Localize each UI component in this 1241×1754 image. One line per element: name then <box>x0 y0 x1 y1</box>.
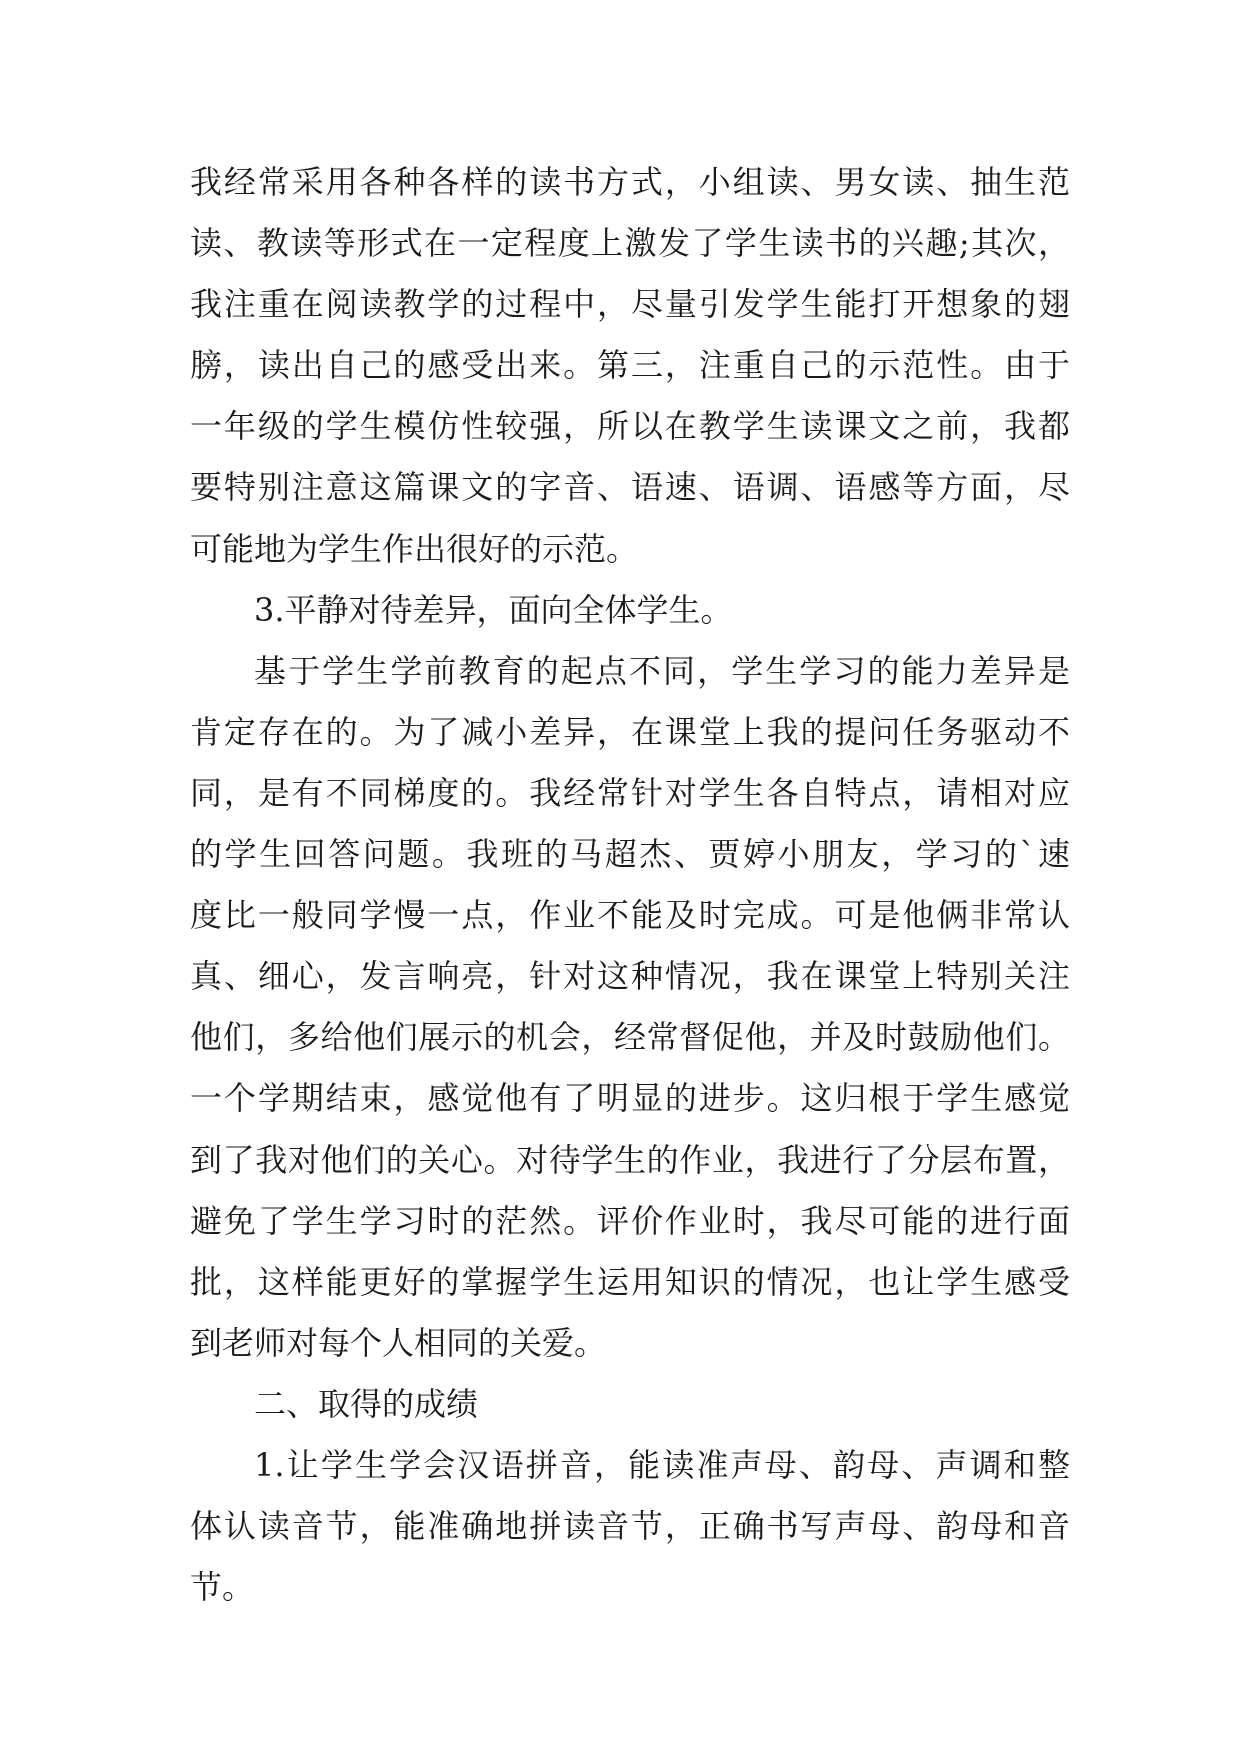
text-line: 到老师对每个人相同的关爱。 <box>190 1323 607 1362</box>
text-line: 肯定存在的。为了减小差异，在课堂上我的提问任务驱动不 <box>190 712 1070 751</box>
text-line: 读、教读等形式在一定程度上激发了学生读书的兴趣;其次， <box>190 224 1070 263</box>
text-line: 要特别注意这篇课文的字音、语速、语调、语感等方面，尽 <box>190 468 1070 507</box>
text-line: 避免了学生学习时的茫然。评价作业时，我尽可能的进行面 <box>190 1201 1070 1240</box>
text-line: 度比一般同学慢一点，作业不能及时完成。可是他俩非常认 <box>190 896 1070 935</box>
text-line: 体认读音节，能准确地拼读音节，正确书写声母、韵母和音 <box>190 1507 1070 1546</box>
section-heading: 二、取得的成绩 <box>254 1384 479 1423</box>
section-heading: 3.平静对待差异，面向全体学生。 <box>254 590 733 629</box>
text-line: 的学生回答问题。我班的马超杰、贾婷小朋友，学习的`速 <box>190 835 1070 874</box>
text-line: 批，这样能更好的掌握学生运用知识的情况，也让学生感受 <box>190 1262 1070 1301</box>
text-line: 我经常采用各种各样的读书方式，小组读、男女读、抽生范 <box>190 163 1070 201</box>
text-line: 一个学期结束，感觉他有了明显的进步。这归根于学生感觉 <box>190 1079 1070 1118</box>
text-line: 1.让学生学会汉语拼音，能读准声母、韵母、声调和整 <box>254 1445 1070 1484</box>
text-line: 他们，多给他们展示的机会，经常督促他，并及时鼓励他们。 <box>190 1018 1070 1057</box>
text-line: 节。 <box>190 1568 255 1607</box>
text-line: 可能地为学生作出很好的示范。 <box>190 529 639 568</box>
text-line: 基于学生学前教育的起点不同，学生学习的能力差异是 <box>254 651 1070 690</box>
text-line: 膀，读出自己的感受出来。第三，注重自己的示范性。由于 <box>190 346 1070 385</box>
text-line: 到了我对他们的关心。对待学生的作业，我进行了分层布置， <box>190 1140 1070 1179</box>
text-line: 真、细心，发言响亮，针对这种情况，我在课堂上特别关注 <box>190 957 1070 996</box>
text-line: 同，是有不同梯度的。我经常针对学生各自特点，请相对应 <box>190 773 1070 812</box>
text-line: 我注重在阅读教学的过程中，尽量引发学生能打开想象的翅 <box>190 285 1070 324</box>
text-line: 一年级的学生模仿性较强，所以在教学生读课文之前，我都 <box>190 407 1070 446</box>
document-body <box>190 152 1070 1618</box>
